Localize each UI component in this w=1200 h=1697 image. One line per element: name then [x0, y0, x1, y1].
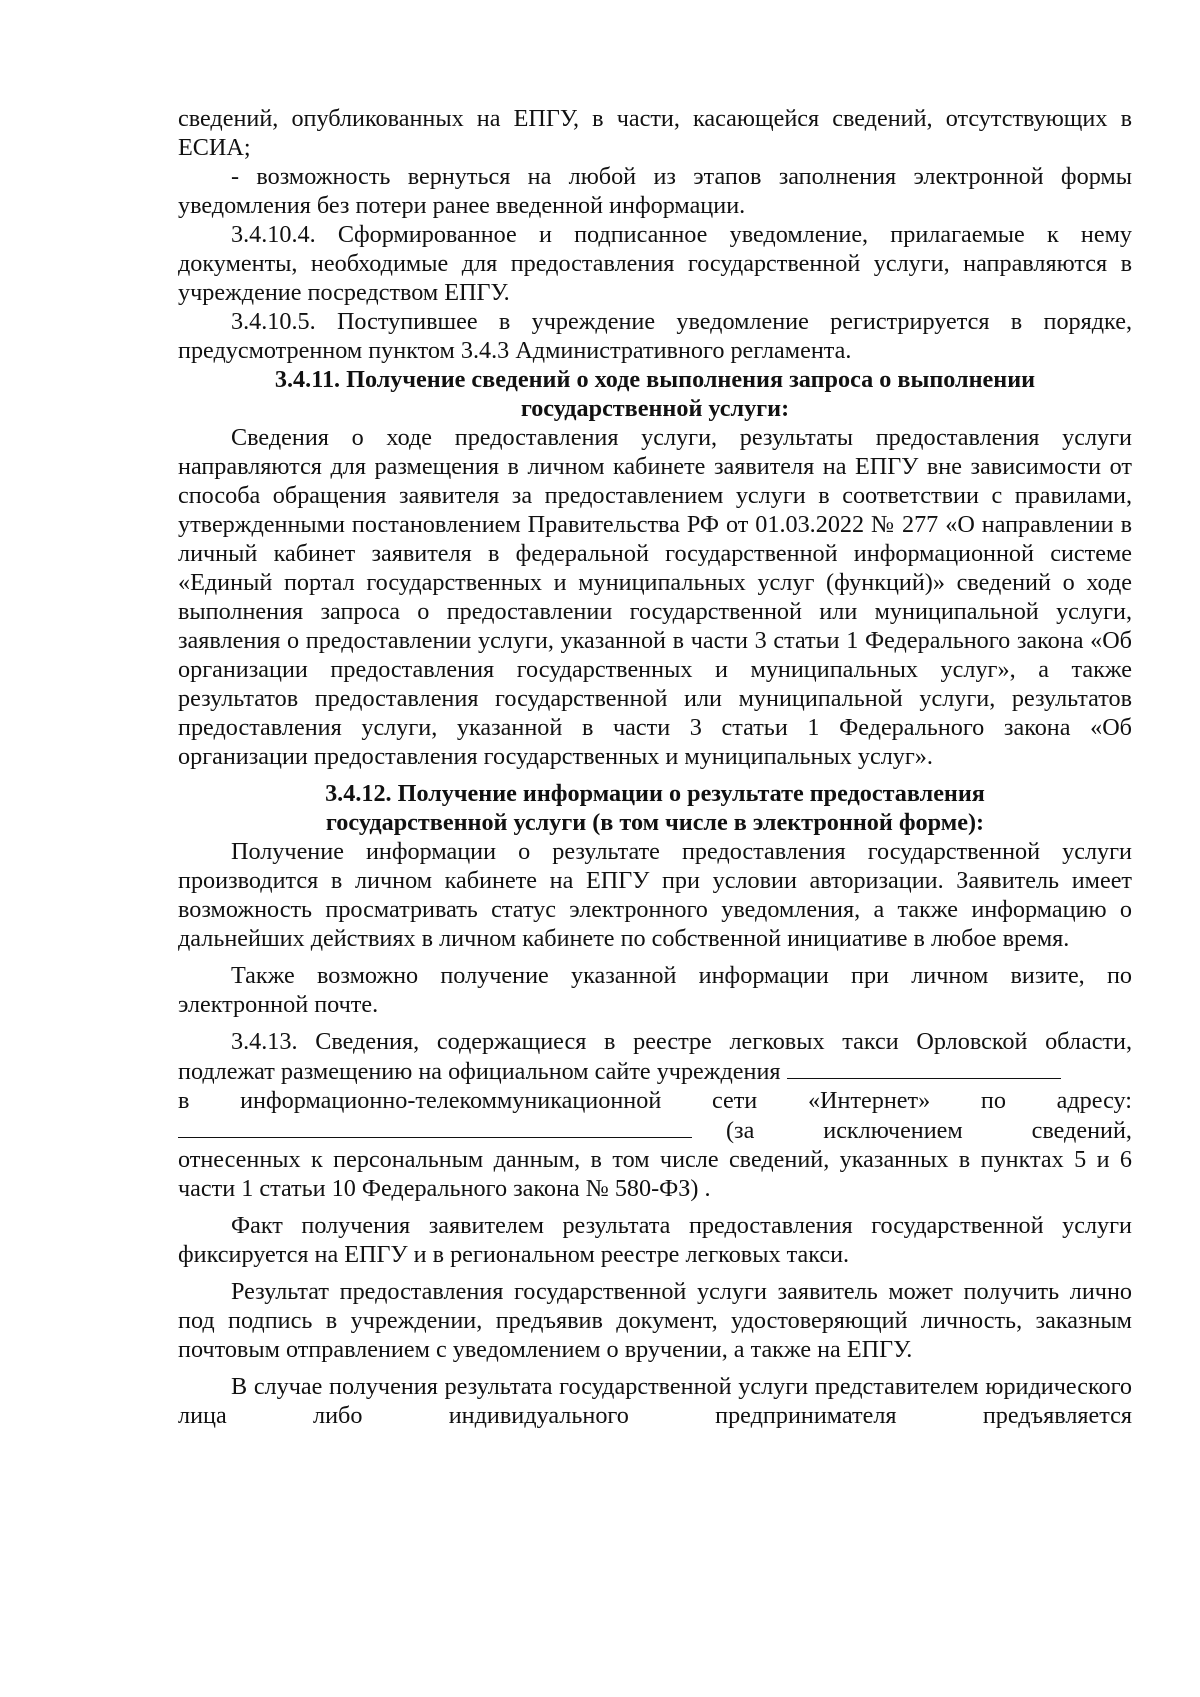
- exception-words: [726, 1116, 1132, 1145]
- word-exception: исключением: [823, 1117, 963, 1144]
- paragraph-3-4-13: [178, 1027, 1132, 1203]
- paragraph-result-receive: Результат предоставления государственной услуги заявитель может получить лично под подпись в учреждении, предъявив документ, удостоверяющий личность, заказным почтовым отправлением с уведомлением о вручении, а также на ЕПГУ.: [178, 1278, 1132, 1363]
- paragraph-progress-info: Сведения о ходе предоставления услуги, результаты предоставления услуги направляются для размещения в личном кабинете заявителя на ЕПГУ вне зависимости от способа обращения заявителя за предоставлением услуги в соответствии с правилами, утвержденными постановлением Правительства РФ от 01.03.2022 № 277 «О направлении в личный кабинет заявителя в федеральной государственной информационной системе «Единый портал государственных и муниципальных услуг (функций)» сведений о ходе выполнения запроса о предоставлении государственной или муниципальной услуги, заявления о предоставлении услуги, указанной в части 3 статьи 1 Федерального закона «Об организации предоставления государственных и муниципальных услуг», а также результатов предоставления государственной или муниципальной услуги, результатов предоставления услуги, указанной в части 3 статьи 1 Федерального закона «Об организации предоставления государственных и муниципальных услуг».: [178, 424, 1132, 770]
- paragraph-continuation: сведений, опубликованных на ЕПГУ, в части, касающейся сведений, отсутствующих в ЕСИА;: [178, 105, 1132, 161]
- document-page: [178, 104, 1132, 1430]
- word-za: (за: [726, 1117, 755, 1144]
- section-heading-3-4-12-line1: 3.4.12. Получение информации о результате предоставления: [325, 780, 985, 807]
- paragraph-result-fixed: Факт получения заявителем результата предоставления государственной услуги фиксируется на ЕПГУ и в региональном реестре легковых такси.: [178, 1212, 1132, 1268]
- word-info-telecom: информационно-телекоммуникационной: [240, 1087, 662, 1114]
- word-network: сети: [711, 1087, 758, 1114]
- website-blank-line: [787, 1056, 1061, 1079]
- word-information: сведений,: [1031, 1117, 1132, 1144]
- word-internet: «Интернет»: [807, 1087, 931, 1114]
- address-blank-line-row: [178, 1115, 1132, 1145]
- paragraph-3-4-10-4: 3.4.10.4. Сформированное и подписанное уведомление, прилагаемые к нему документы, необходимые для предоставления государственной услуги, направляются в учреждение посредством ЕПГУ.: [178, 221, 1132, 306]
- paragraph-3-4-13-rest: отнесенных к персональным данным, в том числе сведений, указанных в пунктах 5 и 6 части 1 статьи 10 Федерального закона № 580-ФЗ) .: [178, 1146, 1132, 1202]
- internet-address-line: [178, 1086, 1132, 1115]
- paragraph-visit-email: Также возможно получение указанной информации при личном визите, по электронной почте.: [178, 962, 1132, 1018]
- paragraph-return-option: - возможность вернуться на любой из этапов заполнения электронной формы уведомления без потери ранее введенной информации.: [178, 163, 1132, 219]
- section-heading-3-4-12: [178, 779, 1132, 837]
- section-heading-3-4-11-line1: 3.4.11. Получение сведений о ходе выполнения запроса о выполнении: [274, 366, 1036, 393]
- word-address: адресу:: [1056, 1087, 1132, 1114]
- address-blank-line: [178, 1115, 692, 1138]
- section-heading-3-4-11: [178, 365, 1132, 423]
- section-heading-3-4-12-line2: государственной услуги (в том числе в электронной форме):: [325, 809, 985, 836]
- paragraph-result-info: Получение информации о результате предоставления государственной услуги производится в личном кабинете на ЕПГУ при условии авторизации. Заявитель имеет возможность просматривать статус электронного уведомления, а также информацию о дальнейших действиях в личном кабинете по собственной инициативе в любое время.: [178, 838, 1132, 952]
- word-po: по: [980, 1087, 1006, 1114]
- paragraph-3-4-10-5: 3.4.10.5. Поступившее в учреждение уведомление регистрируется в порядке, предусмотренном пунктом 3.4.3 Административного регламента.: [178, 308, 1132, 364]
- paragraph-3-4-13-intro-text: 3.4.13. Сведения, содержащиеся в реестре легковых такси Орловской области, подлежат размещению на официальном сайте учреждения: [178, 1028, 1132, 1085]
- paragraph-representative: В случае получения результата государственной услуги представителем юридического лица либо индивидуального предпринимателя предъявляется: [178, 1373, 1132, 1429]
- paragraph-3-4-13-intro: [178, 1027, 1132, 1086]
- word-v: в: [178, 1087, 190, 1114]
- section-heading-3-4-11-line2: государственной услуги:: [520, 395, 790, 422]
